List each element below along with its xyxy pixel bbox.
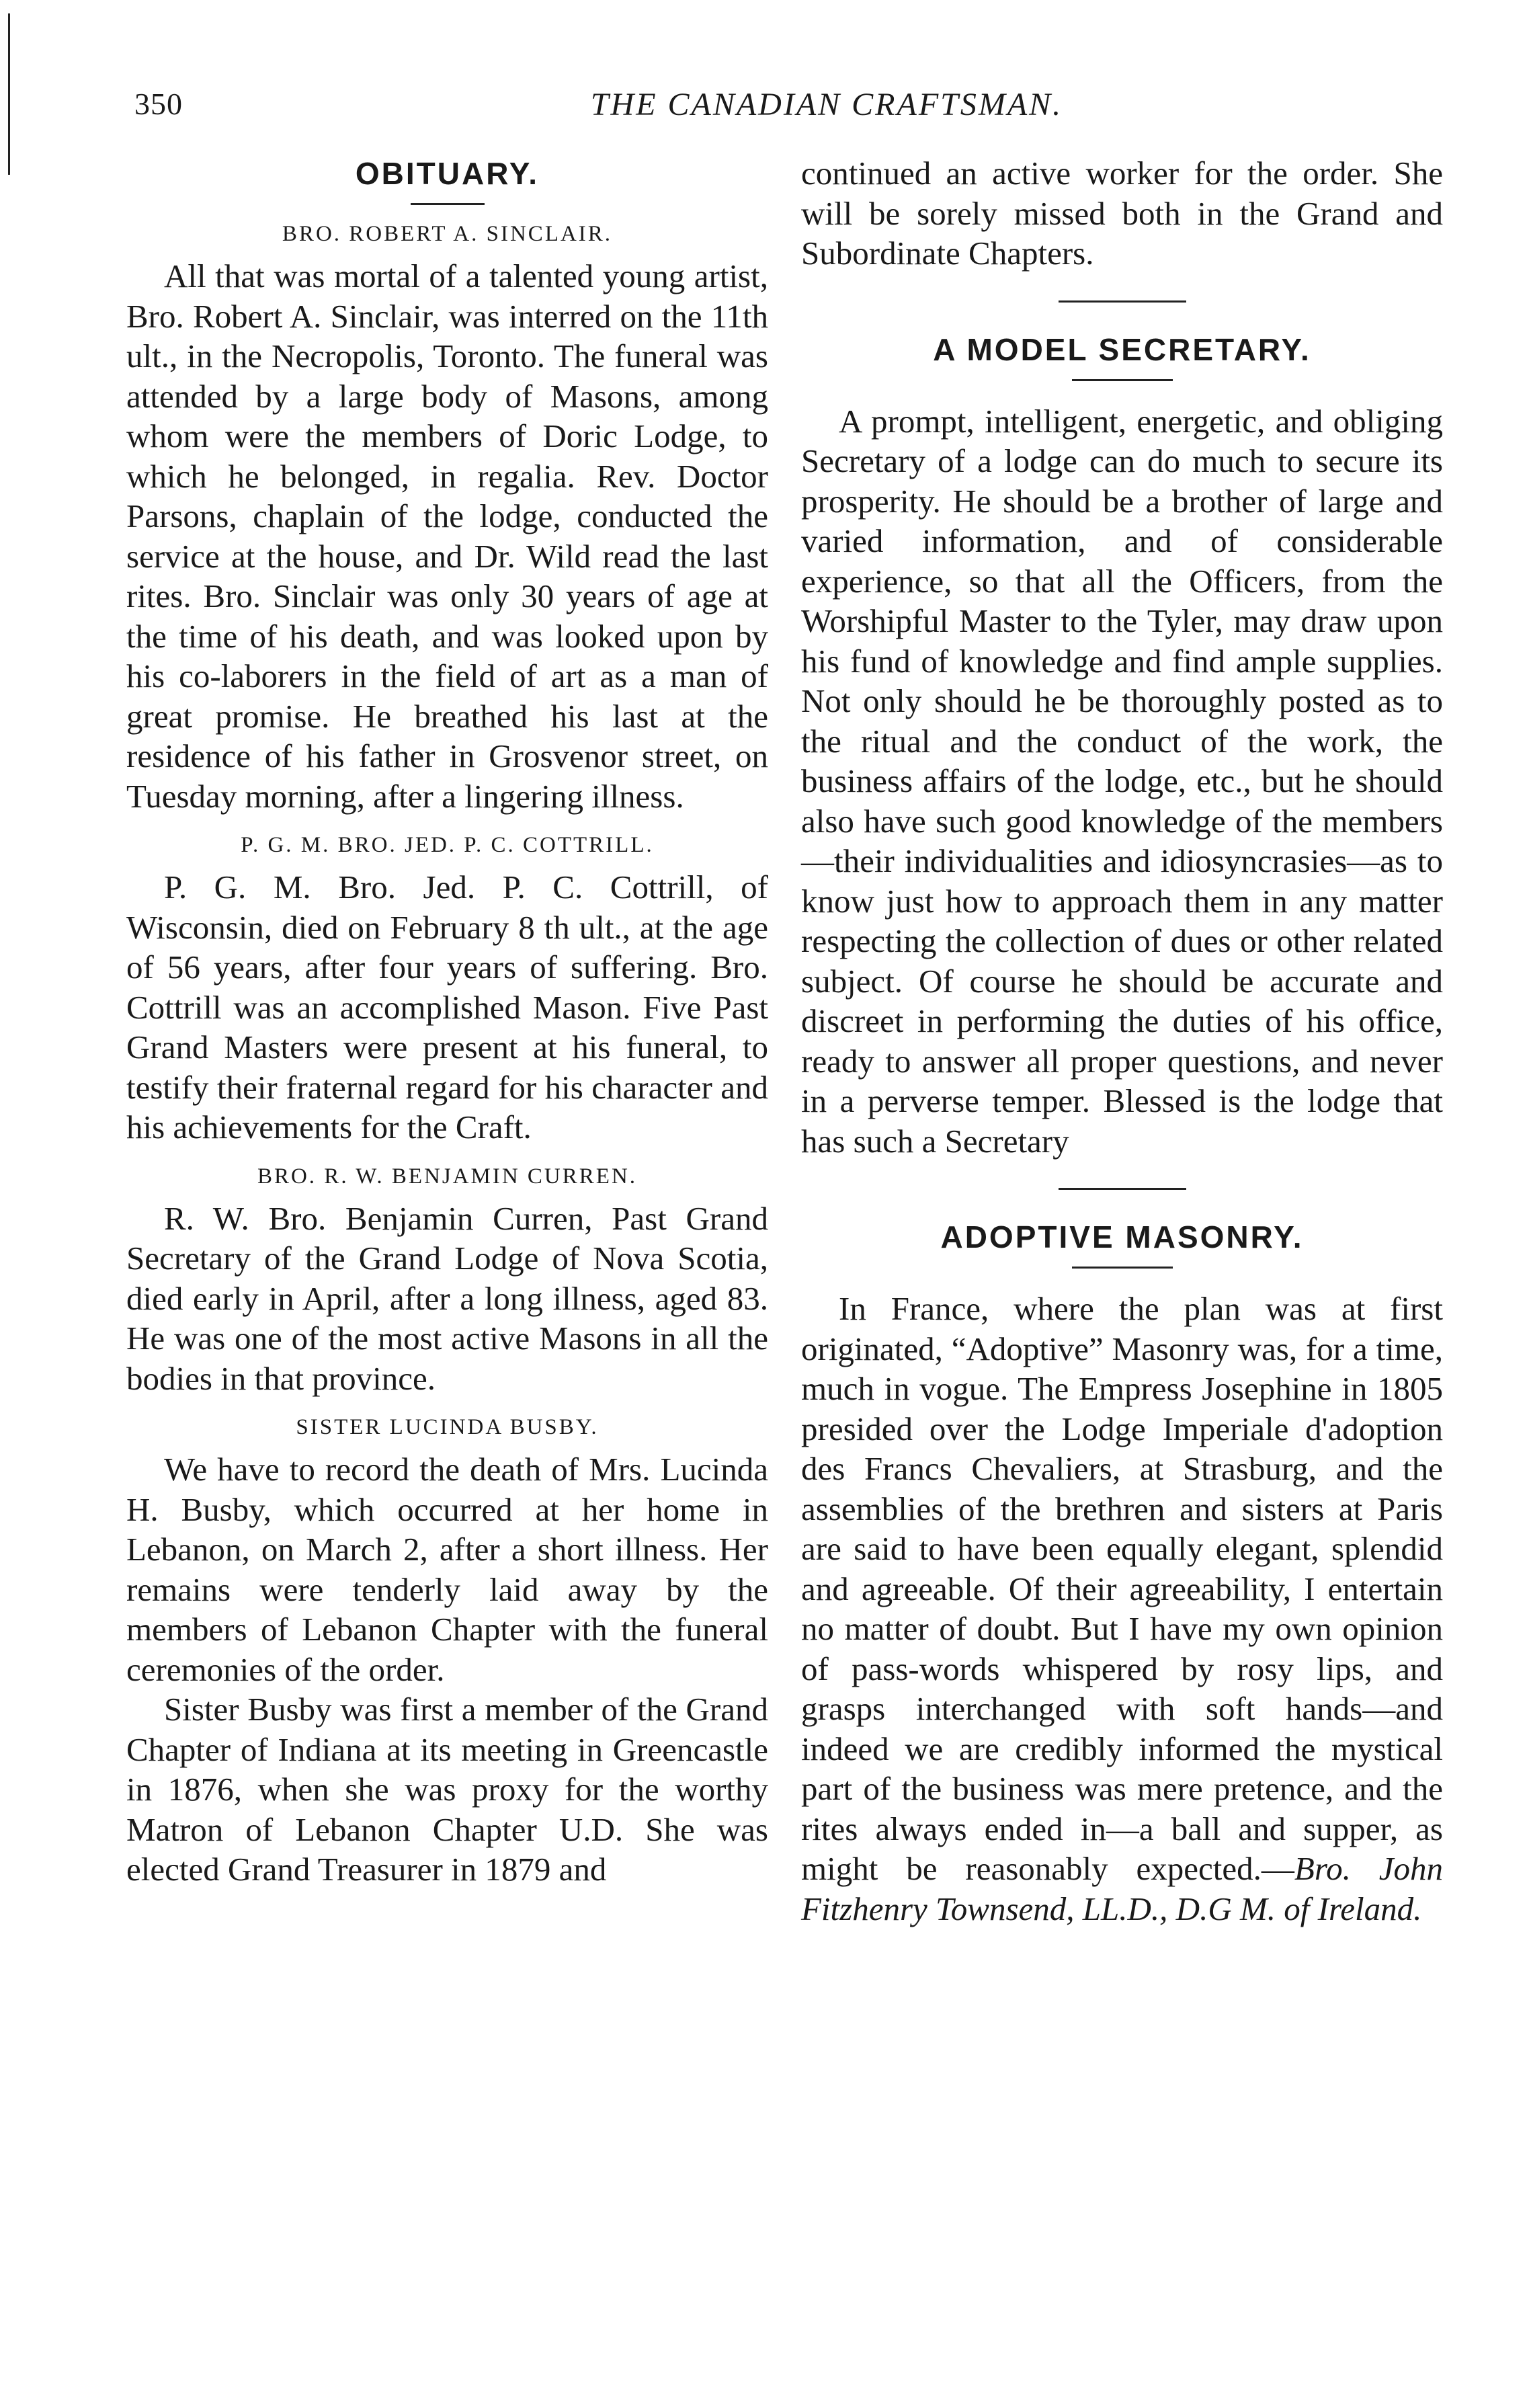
- entry-heading-curren: BRO. R. W. BENJAMIN CURREN.: [257, 1164, 638, 1189]
- section-divider: [1059, 1188, 1186, 1190]
- right-column: [801, 153, 1443, 1929]
- adoptive-masonry-body: [801, 1289, 1443, 1929]
- title-rule: [1072, 1267, 1173, 1269]
- obituary-continuation: continued an active worker for the order. She will be sorely missed both in the Grand and Subordinate Chapters.: [801, 155, 1443, 272]
- model-secretary-title: A MODEL SECRETARY.: [933, 331, 1311, 367]
- page-header: [134, 86, 1445, 126]
- model-secretary-body: A prompt, intelligent, energetic, and obliging Secretary of a lodge can do much to secure its prosperity. He should be a brother of large and varied information, and of considerable experience, so that all the Officers, from the Worshipful Master to the Tyler, may draw upon his fund of knowledge and find ample supplies. Not only should he be thoroughly posted as to the ritual and the conduct of the work, the business affairs of the lodge, etc., but he should also have such good knowledge of the members—their individualities and idiosyncrasies—as to know just how to approach them in any matter respecting the collection of dues or other related subject. Of course he should be accurate and discreet in performing the duties of his office, ready to answer all proper questions, and never in a perverse temper. Blessed is the lodge that has such a Secretary: [801, 402, 1443, 1160]
- entry-body-cottrill: P. G. M. Bro. Jed. P. C. Cottrill, of Wisconsin, died on February 8 th ult., at the age of 56 years, after four years of suffering. Bro. Cottrill was an accomplished Mason. Five Past Grand Masters were present at his funeral, to testify their fraternal regard for his character and his achievements for the Craft.: [126, 869, 768, 1146]
- left-column: [126, 153, 768, 1890]
- title-rule: [411, 203, 485, 205]
- page-number: 350: [134, 87, 183, 121]
- entry-heading-cottrill: P. G. M. BRO. JED. P. C. COTTRILL.: [241, 833, 654, 857]
- entry-body-busby-2: Sister Busby was first a member of the Grand Chapter of Indiana at its meeting in Greencastle in 1876, when she was proxy for the worthy Matron of Lebanon Chapter U.D. She was elected Grand Treasurer in 1879 and: [126, 1691, 768, 1888]
- entry-body-sinclair: All that was mortal of a talented young artist, Bro. Robert A. Sinclair, was interred on the 11th ult., in the Necropolis, Toronto. The funeral was attended by a large body of Masons, among whom were the members of Doric Lodge, to which he belonged, in regalia. Rev. Doctor Parsons, chaplain of the lodge, conducted the service at the house, and Dr. Wild read the last rites. Bro. Sinclair was only 30 years of age at the time of his death, and was looked upon by his co-laborers in the field of art as a man of great promise. He breathed his last at the residence of his father in Grosvenor street, on Tuesday morning, after a lingering illness.: [126, 257, 768, 815]
- entry-body-curren: R. W. Bro. Benjamin Curren, Past Grand Secretary of the Grand Lodge of Nova Scotia, died early in April, after a long illness, aged 83. He was one of the most active Masons in all the bodies in that province.: [126, 1199, 768, 1397]
- adoptive-masonry-title: ADOPTIVE MASONRY.: [940, 1219, 1304, 1254]
- title-rule: [1072, 379, 1173, 381]
- entry-heading-busby: SISTER LUCINDA BUSBY.: [296, 1415, 599, 1439]
- section-divider: [1059, 300, 1186, 303]
- entry-body-busby-1: We have to record the death of Mrs. Lucinda H. Busby, which occurred at her home in Lebanon, on March 2, after a short illness. Her remains were tenderly laid away by the members of Lebanon Chapter with the funeral ceremonies of the order.: [126, 1451, 768, 1688]
- adoptive-masonry-text: In France, where the plan was at first originated, “Adoptive” Masonry was, for a time, much in vogue. The Empress Josephine in 1805 presided over the Lodge Imperiale d'adoption des Francs Chevaliers, at Strasburg, and the assemblies of the brethren and sisters at Paris are said to have been equally elegant, splendid and agreeable. Of their agreeability, I entertain no matter of doubt. But I have my own opinion of pass-words whispered by rosy lips, and grasps interchanged with soft hands—and indeed we are credibly informed the mystical part of the business was mere pretence, and the rites always ended in—a ball and supper, as might be reasonably expected.—: [801, 1290, 1443, 1887]
- running-title: THE CANADIAN CRAFTSMAN.: [590, 87, 1063, 122]
- entry-heading-sinclair: BRO. ROBERT A. SINCLAIR.: [282, 222, 613, 246]
- obituary-title: OBITUARY.: [355, 156, 540, 191]
- attribution: Bro. John Fitzhenry Townsend, LL.D., D.G M. of Ireland.: [801, 1850, 1443, 1927]
- margin-rule: [8, 13, 10, 175]
